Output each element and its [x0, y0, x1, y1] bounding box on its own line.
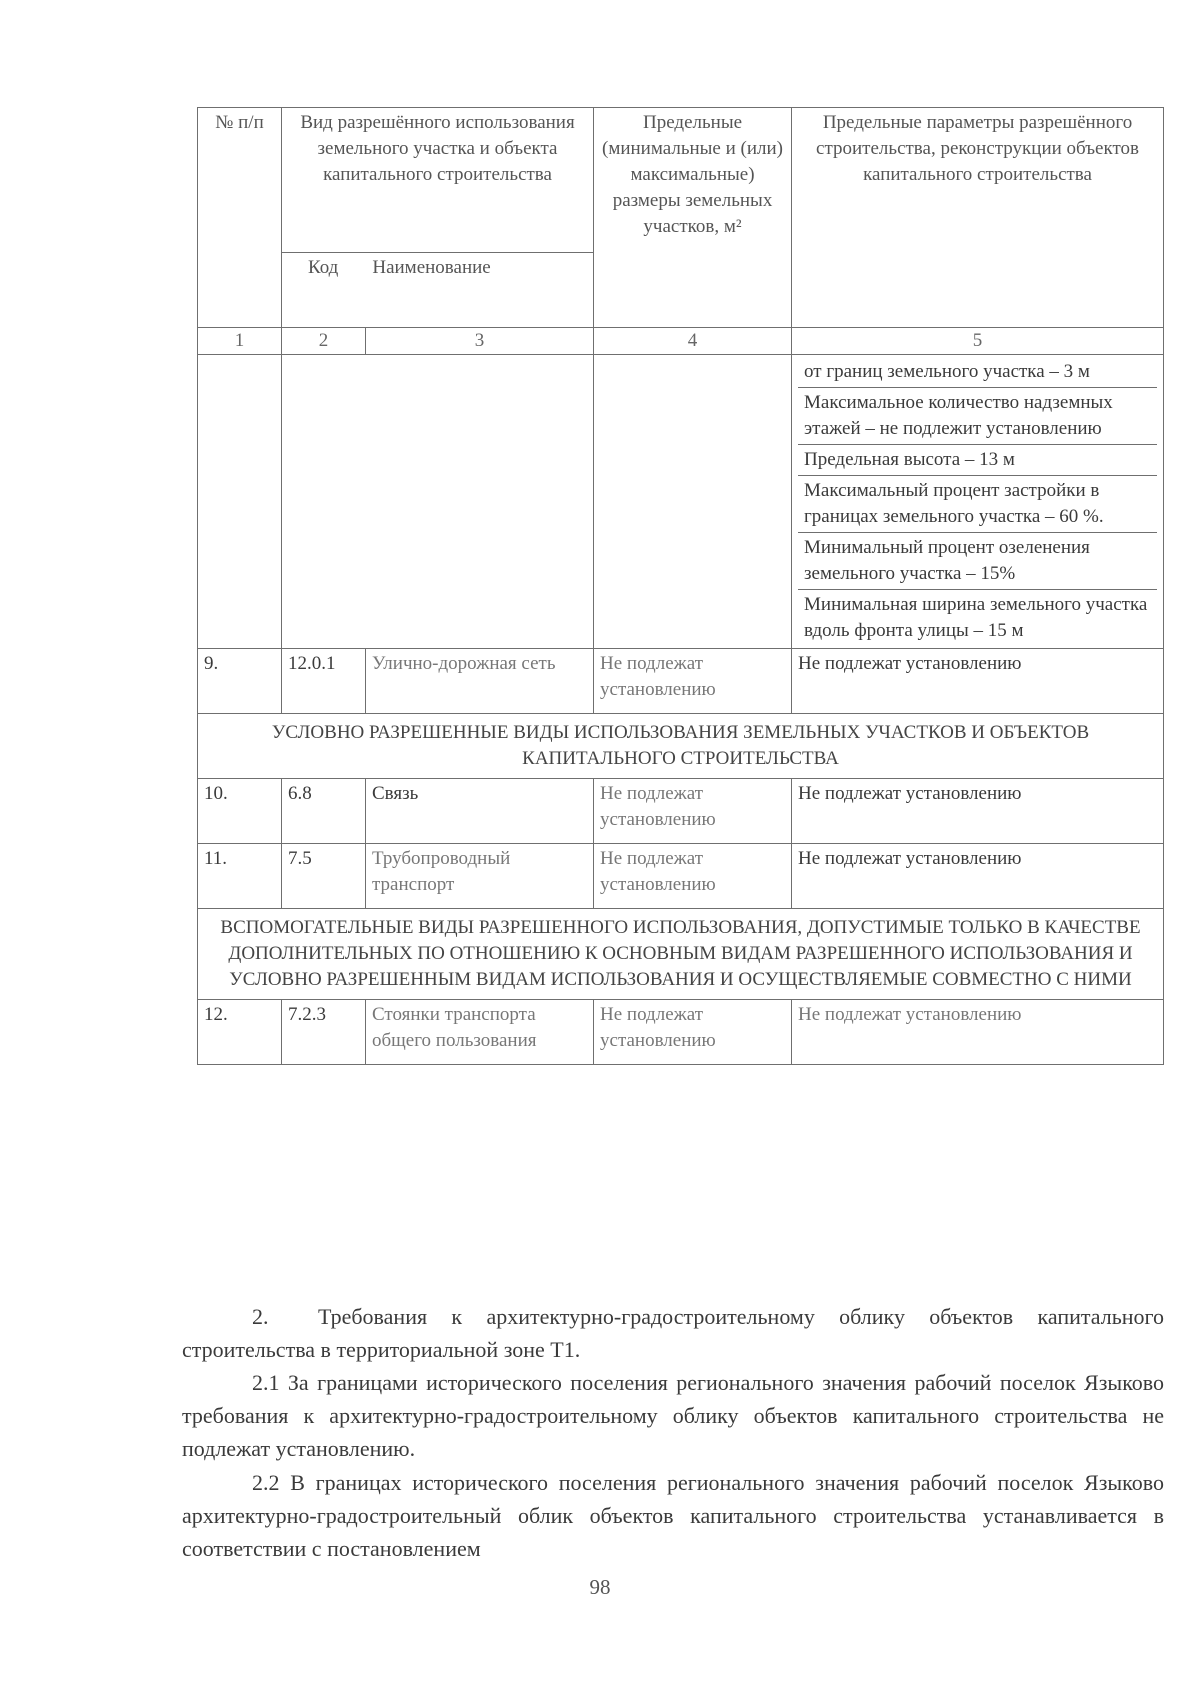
row-size: Не подлежат установлению [594, 1000, 792, 1065]
param-coverage: Максимальный процент застройки в границах земельного участка – 60 %. [798, 476, 1157, 533]
paragraph-text: Требования к архитектурно-градостроительному облику объектов капитального строительства в территориальной зоне Т1. [182, 1304, 1164, 1362]
header-name: Наименование [372, 257, 491, 278]
column-number: 5 [792, 328, 1164, 355]
column-number-row [198, 328, 1164, 355]
header-plot-size: Предельные (минимальные и (или) максимальные) размеры земельных участков, м² [594, 108, 792, 328]
row-number: 12. [198, 1000, 282, 1065]
column-number: 4 [594, 328, 792, 355]
blank-cell [282, 355, 594, 649]
table-header-row [198, 108, 1164, 253]
row-name: Трубопроводный транспорт [366, 844, 594, 909]
row-code: 6.8 [282, 779, 366, 844]
row-params: Не подлежат установлению [792, 779, 1164, 844]
header-number: № п/п [198, 108, 282, 328]
param-greening: Минимальный процент озеленения земельного участка – 15% [798, 533, 1157, 590]
header-parameters: Предельные параметры разрешённого строительства, реконструкции объектов капитального строительства [792, 108, 1164, 328]
row-params: Не подлежат установлению [792, 844, 1164, 909]
section-conditional-heading: УСЛОВНО РАЗРЕШЕННЫЕ ВИДЫ ИСПОЛЬЗОВАНИЯ ЗЕМЕЛЬНЫХ УЧАСТКОВ И ОБЪЕКТОВ КАПИТАЛЬНОГО СТРОИТЕЛЬСТВА [198, 714, 1164, 779]
page-number: 98 [589, 1575, 611, 1599]
param-floors: Максимальное количество надземных этажей – не подлежит установлению [798, 388, 1157, 445]
section-heading-row [198, 909, 1164, 1000]
row-size: Не подлежат установлению [594, 779, 792, 844]
table-row [198, 649, 1164, 714]
blank-cell [198, 355, 282, 649]
row-number: 11. [198, 844, 282, 909]
row-code: 7.2.3 [282, 1000, 366, 1065]
blank-cell [594, 355, 792, 649]
row-number: 9. [198, 649, 282, 714]
row-code: 7.5 [282, 844, 366, 909]
section-heading-row [198, 714, 1164, 779]
row-number: 10. [198, 779, 282, 844]
paragraph-2-2 [182, 1466, 1164, 1565]
column-number: 3 [366, 328, 594, 355]
table-row [198, 844, 1164, 909]
paragraph-number: 2. [252, 1304, 269, 1329]
header-use-type: Вид разрешённого использования земельного участка и объекта капитального строительства [282, 108, 594, 253]
table-row [198, 779, 1164, 844]
row-params: Не подлежат установлению [792, 1000, 1164, 1065]
paragraph-2 [182, 1300, 1164, 1366]
column-number: 2 [282, 328, 366, 355]
table-row-continued [198, 355, 1164, 649]
param-height: Предельная высота – 13 м [798, 445, 1157, 476]
table-row [198, 1000, 1164, 1065]
row-name: Улично-дорожная сеть [366, 649, 594, 714]
paragraph-text: 2.1 За границами исторического поселения регионального значения рабочий поселок Языково требования к архитектурно-градостроительному облику объектов капитального строительства не подлежат установлению. [182, 1370, 1164, 1461]
row-params: Не подлежат установлению [792, 649, 1164, 714]
row-name: Стоянки транспорта общего пользования [366, 1000, 594, 1065]
paragraph-2-1 [182, 1366, 1164, 1465]
row-code: 12.0.1 [282, 649, 366, 714]
param-frontage: Минимальная ширина земельного участка вдоль фронта улицы – 15 м [804, 594, 1148, 641]
continued-params-cell [792, 355, 1164, 649]
header-code: Код [308, 257, 339, 278]
param-setback: от границ земельного участка – 3 м [798, 357, 1157, 388]
row-name: Связь [366, 779, 594, 844]
row-size: Не подлежат установлению [594, 844, 792, 909]
zoning-regulations-table [197, 107, 1164, 1065]
section-auxiliary-heading: ВСПОМОГАТЕЛЬНЫЕ ВИДЫ РАЗРЕШЕННОГО ИСПОЛЬЗОВАНИЯ, ДОПУСТИМЫЕ ТОЛЬКО В КАЧЕСТВЕ ДОПОЛНИТЕЛЬНЫХ ПО ОТНОШЕНИЮ К ОСНОВНЫМ ВИДАМ РАЗРЕШЕННОГО ИСПОЛЬЗОВАНИЯ И УСЛОВНО РАЗРЕШЕННЫМ ВИДАМ ИСПОЛЬЗОВАНИЯ И ОСУЩЕСТВЛЯЕМЫЕ СОВМЕСТНО С НИМИ [198, 909, 1164, 1000]
paragraph-text: 2.2 В границах исторического поселения регионального значения рабочий поселок Языково архитектурно-градостроительный облик объектов капитального строительства устанавливается в соответствии с постановлением [182, 1470, 1164, 1561]
header-code-name-cell [282, 253, 594, 328]
column-number: 1 [198, 328, 282, 355]
row-size: Не подлежат установлению [594, 649, 792, 714]
